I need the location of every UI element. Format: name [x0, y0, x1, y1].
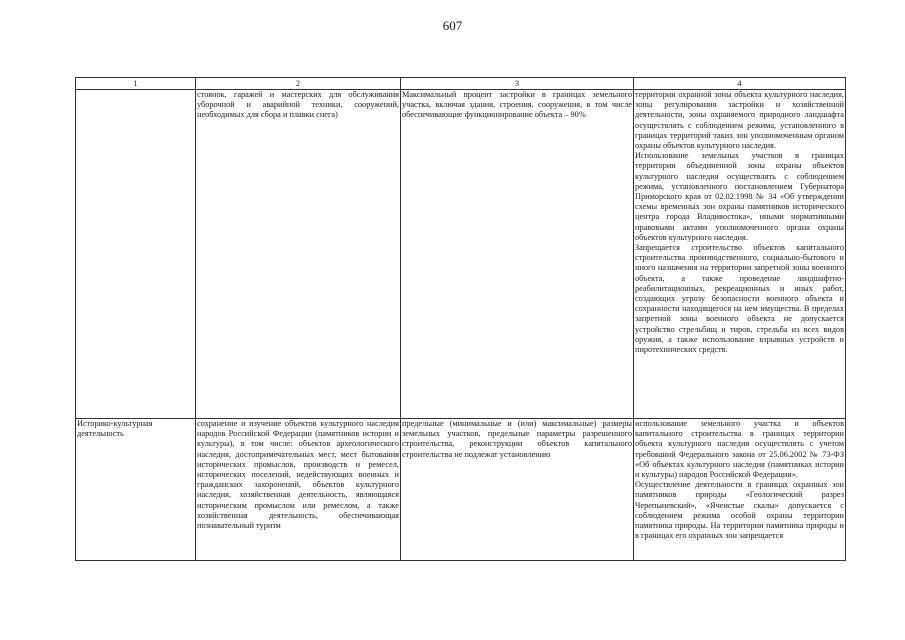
paragraph: территории охранной зоны объекта культурного наследия, зоны регулирования застройки и хозяйственной деятельности, зоны охраняемого природного ландшафта осуществлять с соблюдением режима, установленного в границах территорий таких зон уполномоченным органом охраны объектов культурного наследия.	[635, 90, 844, 151]
cell-land-use-type	[76, 90, 196, 419]
paragraph: использование земельного участка и объектов капитального строительства в границах территории объекта культурного наследия осуществлять с учетом требований Федерального закона от 25.06.2002 № 73-ФЗ «Об объектах культурного наследия (памятниках истории и культуры) народов Российской Федерации».	[635, 419, 844, 480]
paragraph: сохранение и изучение объектов культурного наследия народов Российской Федерации (памятников истории и культуры), в том числе: объектов археологического наследия, достопримечательных мест, мест бытования исторических промыслов, производств и ремесел, исторических поселений, недействующих военных и гражданских захоронений, объектов культурного наследия, хозяйственная деятельность, являющаяся историческим промыслом или ремеслом, а также хозяйственная деятельность, обеспечивающая познавательный туризм	[197, 419, 399, 531]
column-header: 2	[196, 78, 401, 90]
paragraph: Максимальный процент застройки в границах земельного участка, включая здания, строения, сооружения, в том числе обеспечивающие функционирование объекта – 90%	[402, 90, 632, 120]
table-row	[76, 419, 846, 561]
cell-description	[196, 419, 401, 561]
column-header: 3	[401, 78, 634, 90]
paragraph: стоянок, гаражей и мастерских для обслуживания уборочной и аварийной техники, сооружений, необходимых для сбора и плавки снега)	[197, 90, 399, 120]
paragraph: предельные (минимальные и (или) максимальные) размеры земельных участков, предельные параметры разрешенного строительства, реконструкции объектов капитального строительства не подлежат установлению	[402, 419, 632, 459]
column-header: 4	[634, 78, 846, 90]
page-number: 607	[442, 18, 463, 33]
paragraph: Историко-культурная деятельность	[77, 419, 153, 439]
cell-restrictions	[634, 419, 846, 561]
table-row	[76, 90, 846, 419]
paragraph: Осуществление деятельности в границах охранных зон памятников природы «Геологический разрез Черепыневский», «Ячеистые скалы» допускается с соблюдением режима особой охраны территории памятника природы. На территории памятника природы и в границах его охранных зон запрещается	[635, 480, 844, 541]
table-header-row	[76, 78, 846, 90]
cell-description	[196, 90, 401, 419]
cell-parameters	[401, 90, 634, 419]
cell-land-use-type	[76, 419, 196, 561]
regulations-table	[75, 77, 846, 561]
paragraph: Запрещается строительство объектов капитального строительства производственного, социально-бытового и иного назначения на территории запретной зоны военного объекта, а также проведение ландшафтно-реабилитационных, рекреационных и иных работ, создающих угрозу безопасности военного объекта и сохранности находящегося на нем имущества. В пределах запретной зоны военного объекта не допускается устройство стрельбищ и тиров, стрельба из всех видов оружия, а также использование взрывных устройств и пиротехнических средств.	[635, 243, 844, 355]
cell-parameters	[401, 419, 634, 561]
column-header: 1	[76, 78, 196, 90]
cell-restrictions	[634, 90, 846, 419]
paragraph: Использование земельных участков в границах территории объединенной зоны охраны объектов культурного наследия осуществлять с соблюдением режима, установленного постановлением Губернатора Приморского края от 02.02.1998 № 34 «Об утверждении схемы временных зон охраны памятников исторического центра города Владивостока», иными нормативными правовыми актами уполномоченного органа охраны объектов культурного наследия.	[635, 151, 844, 242]
